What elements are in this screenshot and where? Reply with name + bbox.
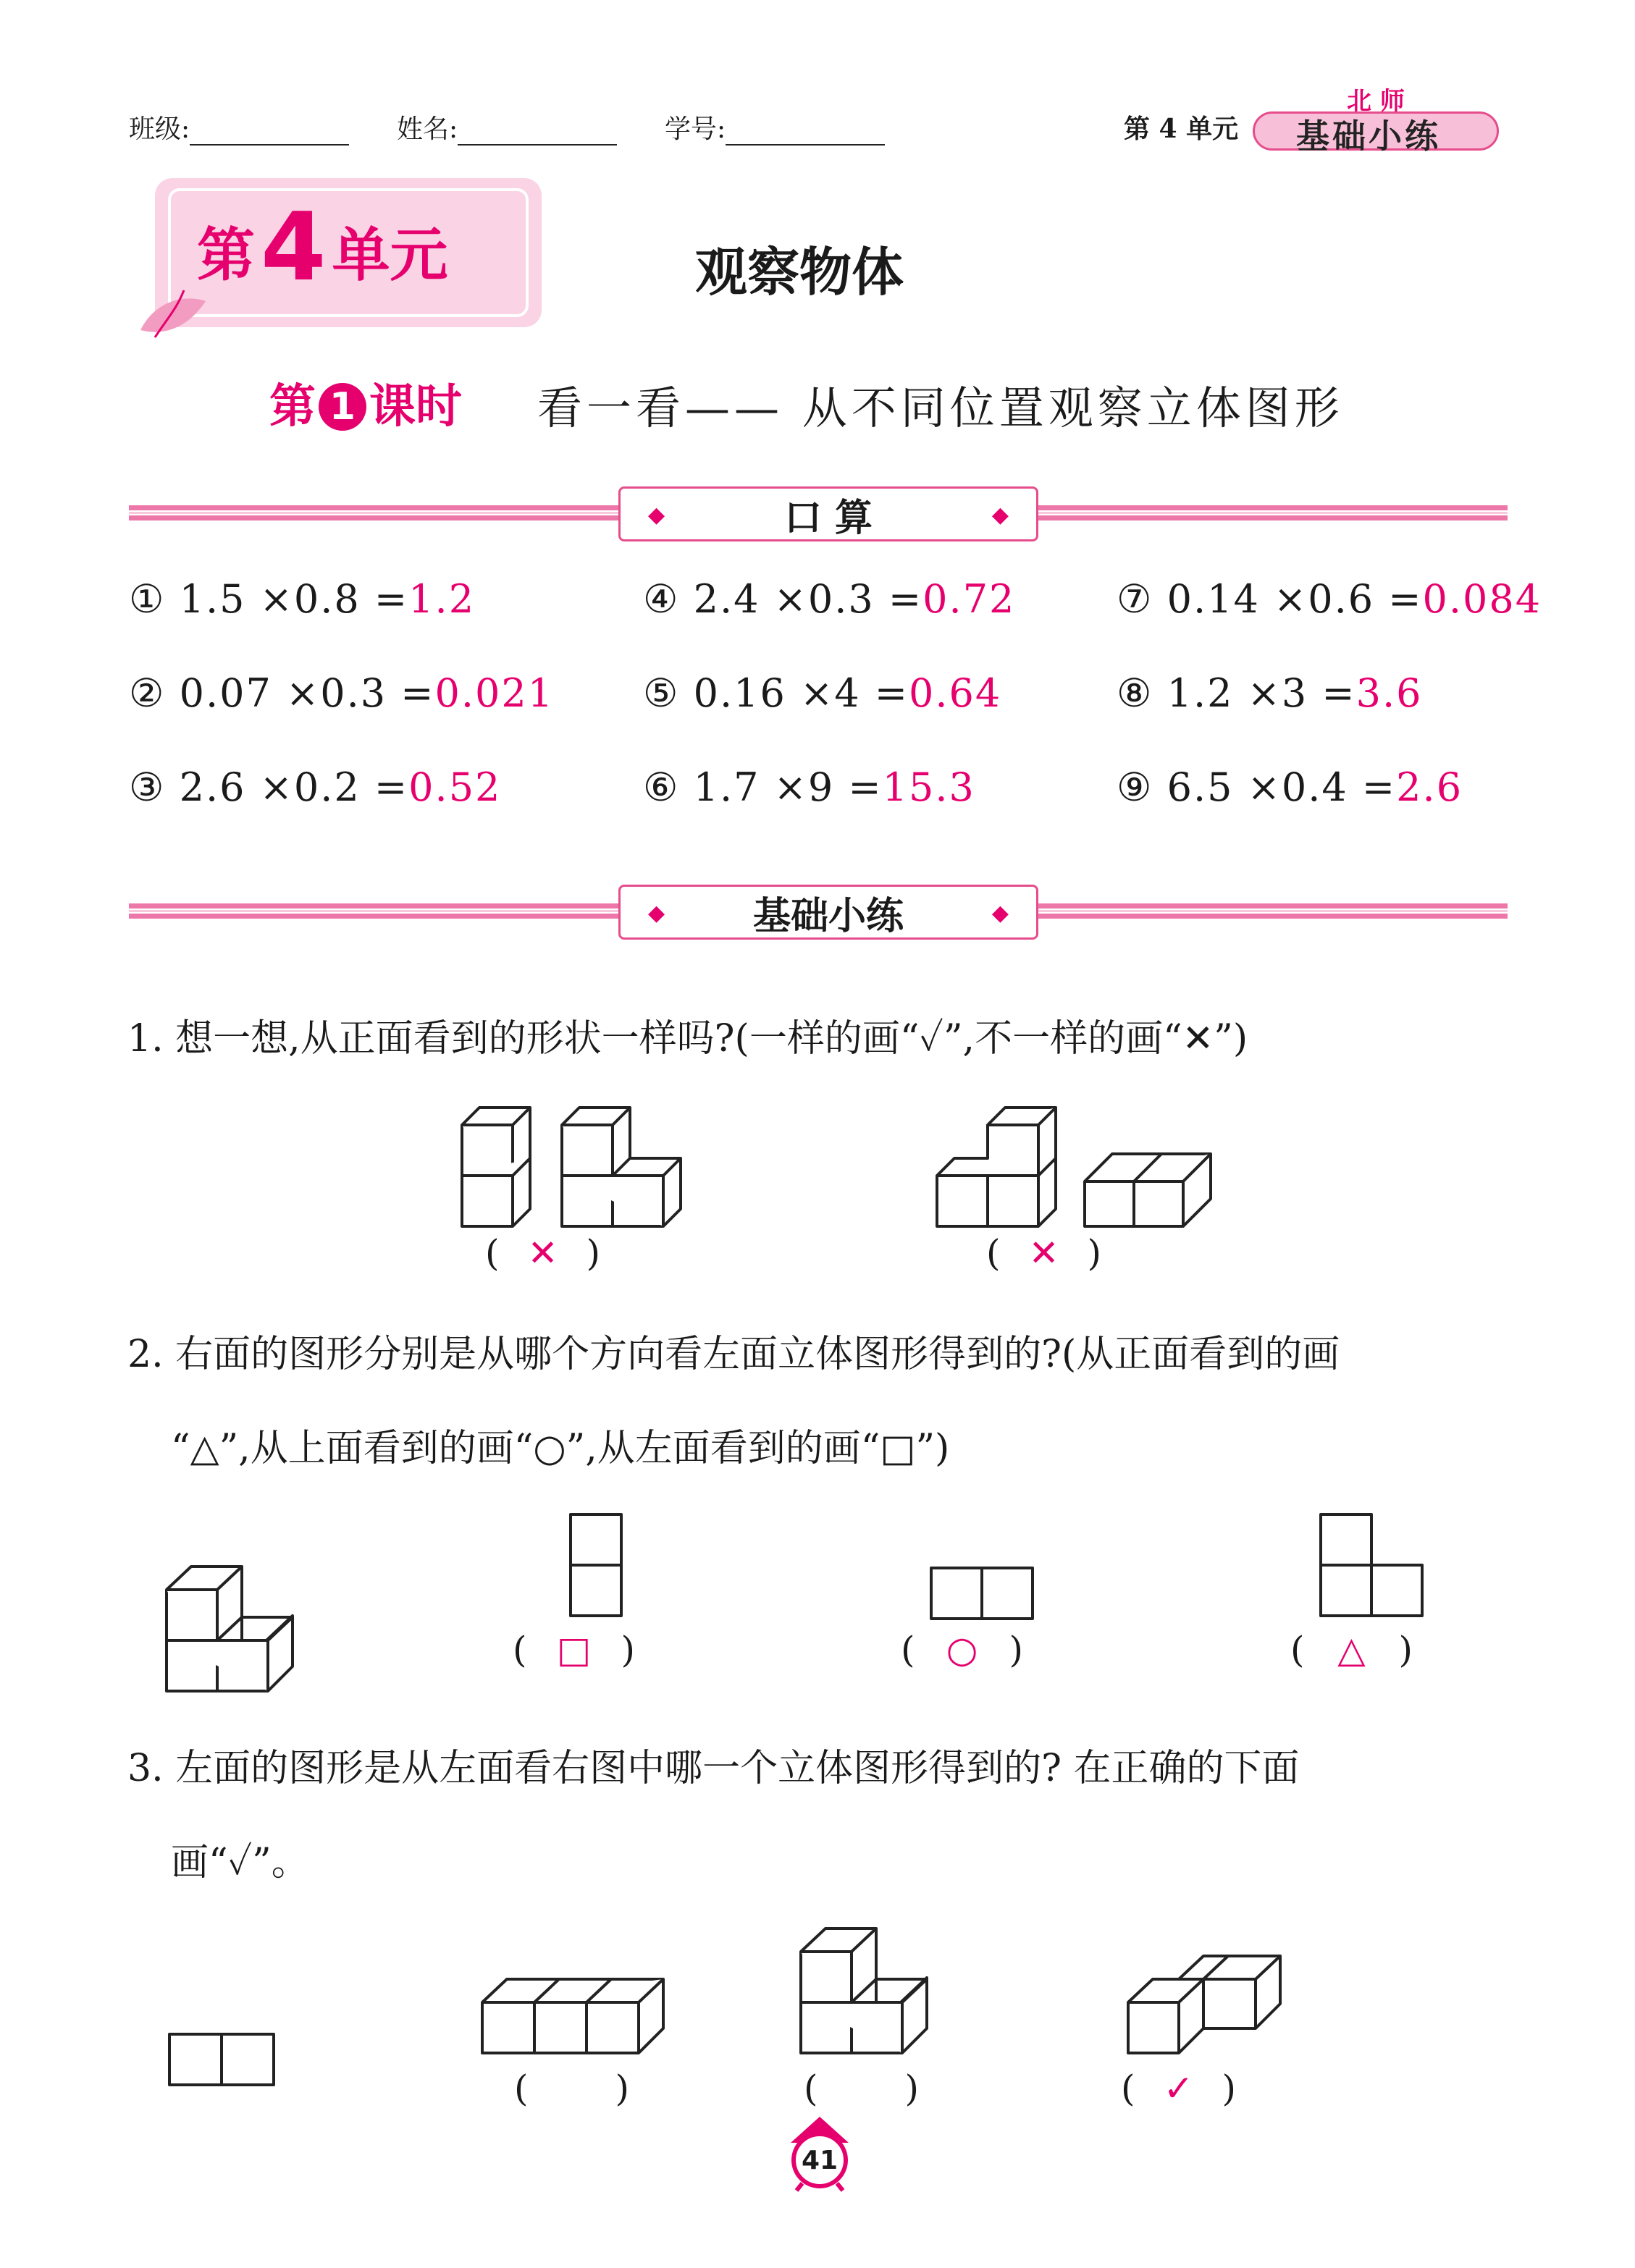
brand-logo — [1245, 81, 1506, 156]
lesson-title: 看一看—— 从不同位置观察立体图形 — [537, 381, 1344, 434]
cube-figure — [165, 1564, 303, 1694]
question-3-line1: 3. 左面的图形是从左面看右图中哪一个立体图形得到的? 在正确的下面 — [127, 1747, 1300, 1790]
cube-figure — [1127, 1955, 1283, 2056]
calc-item: ⑤ 0.16 ×4 =0.64 — [643, 670, 1002, 716]
answer-parens-q1b: ( ✕ ) — [986, 1232, 1102, 1274]
number-label: 学号: — [665, 114, 726, 144]
lesson-number: 1 — [319, 383, 366, 431]
calc-answer: 0.021 — [434, 670, 555, 716]
cube-figure — [799, 1926, 937, 2056]
answer-parens-q3c: ( ✓ ) — [1121, 2067, 1237, 2109]
answer-mark: ✓ — [1163, 2067, 1194, 2109]
calc-answer: 0.52 — [408, 764, 502, 810]
lesson-badge — [269, 369, 462, 436]
calc-answer: 3.6 — [1356, 670, 1423, 716]
page-number: 41 — [801, 2146, 838, 2175]
calc-answer: 15.3 — [882, 764, 975, 810]
calc-item: ① 1.5 ×0.8 =1.2 — [129, 576, 476, 622]
answer-mark: △ — [1337, 1629, 1366, 1671]
cube-figure — [461, 1105, 547, 1228]
student-number-field[interactable] — [665, 109, 885, 146]
unit-prefix: 第 — [197, 222, 255, 289]
oral-heading-text: 口 算 — [783, 496, 873, 540]
calc-item: ⑨ 6.5 ×0.4 =2.6 — [1117, 764, 1463, 810]
view-figure — [1319, 1513, 1428, 1622]
answer-mark: ○ — [946, 1629, 978, 1671]
brand-main: 基础小练 — [1296, 117, 1441, 156]
calc-answer: 0.72 — [922, 576, 1016, 622]
question-2-line2: “△”,从上面看到的画“○”,从左面看到的画“□”) — [171, 1427, 950, 1470]
answer-parens-q3a: ( ) — [514, 2067, 630, 2109]
calc-item: ⑥ 1.7 ×9 =15.3 — [643, 764, 975, 810]
practice-heading-text: 基础小练 — [752, 894, 904, 938]
calc-item: ⑦ 0.14 ×0.6 =0.084 — [1117, 576, 1542, 622]
calc-item: ④ 2.4 ×0.3 =0.72 — [643, 576, 1016, 622]
view-figure — [168, 2033, 278, 2088]
answer-mark: ✕ — [1028, 1232, 1059, 1274]
calc-answer: 1.2 — [408, 576, 476, 622]
calc-item: ③ 2.6 ×0.2 =0.52 — [129, 764, 502, 810]
calc-answer: 2.6 — [1396, 764, 1463, 810]
unit-number: 4 — [261, 192, 327, 302]
question-1: 1. 想一想,从正面看到的形状一样吗?(一样的画“✓”,不一样的画“✕”) — [127, 1017, 1248, 1061]
name-field[interactable] — [397, 109, 617, 146]
answer-parens-q1a: ( ✕ ) — [485, 1232, 601, 1274]
calc-item: ② 0.07 ×0.3 =0.021 — [129, 670, 555, 716]
cube-figure — [936, 1105, 1059, 1228]
question-2-line1: 2. 右面的图形分别是从哪个方向看左面立体图形得到的?(从正面看到的画 — [127, 1333, 1340, 1376]
calc-answer: 0.084 — [1422, 576, 1542, 622]
unit-title: 观察物体 — [695, 242, 904, 303]
cube-figure — [1083, 1151, 1214, 1231]
unit-badge — [155, 178, 542, 327]
cube-figure — [481, 1933, 666, 2056]
answer-parens-q2a: ( □ ) — [513, 1629, 636, 1671]
oral-heading: ◆ 口 算 ◆ — [618, 486, 1038, 541]
lesson-prefix: 第 — [269, 380, 316, 434]
question-3-line2: 画“✓”。 — [171, 1841, 309, 1884]
cube-figure — [560, 1105, 684, 1228]
unit-suffix: 单元 — [332, 222, 448, 289]
class-label: 班级: — [129, 114, 190, 144]
answer-parens-q2b: ( ○ ) — [901, 1629, 1024, 1671]
answer-parens-q2c: ( △ ) — [1290, 1629, 1413, 1671]
calc-answer: 0.64 — [909, 670, 1002, 716]
answer-mark: ✕ — [527, 1232, 558, 1274]
brand-small: 北 师 — [1347, 87, 1405, 116]
practice-heading: ◆ 基础小练 ◆ — [618, 885, 1038, 940]
answer-parens-q3b: ( ) — [804, 2067, 920, 2109]
leaf-icon — [133, 287, 213, 345]
view-figure — [569, 1513, 624, 1622]
lesson-suffix: 课时 — [369, 380, 462, 434]
header-unit-label: 第 4 单元 — [1124, 114, 1239, 144]
page-number-badge — [786, 2114, 853, 2193]
answer-mark: □ — [556, 1629, 592, 1671]
calc-item: ⑧ 1.2 ×3 =3.6 — [1117, 670, 1423, 716]
name-label: 姓名: — [397, 114, 458, 144]
view-figure — [930, 1567, 1038, 1622]
class-field[interactable] — [129, 109, 349, 146]
